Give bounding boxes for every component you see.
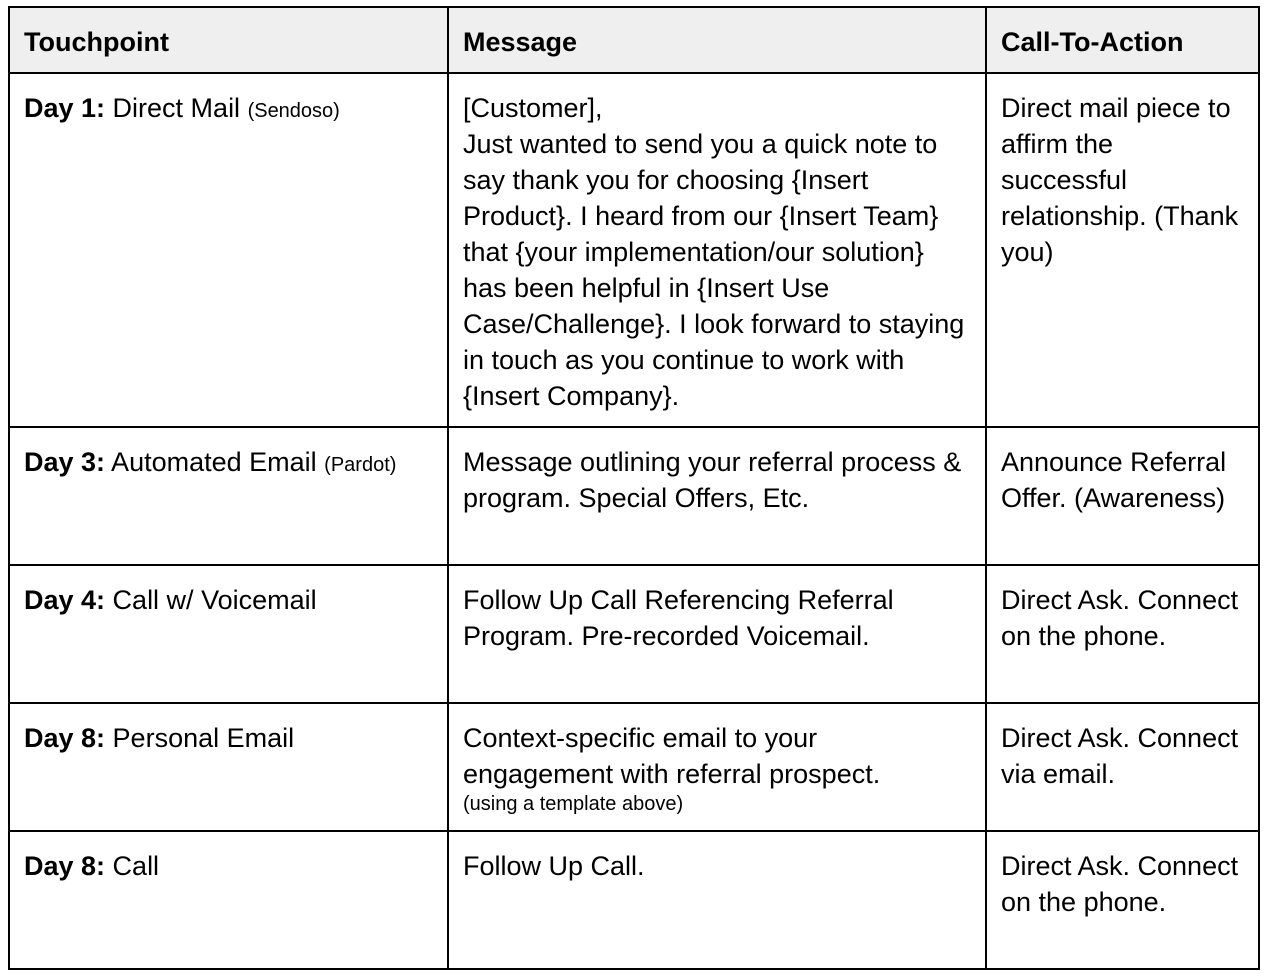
cta-cell (986, 427, 1259, 565)
touchpoint-cell (9, 565, 448, 703)
cta-cell (986, 703, 1259, 831)
touchpoint-table (8, 6, 1260, 970)
header-row (9, 7, 1259, 73)
message-note: (using a template above) (463, 793, 684, 815)
header-cta: Call-To-Action (986, 7, 1259, 73)
day-label: Day 3: (24, 447, 106, 477)
message-cell (448, 703, 986, 831)
message-text: Follow Up Call Referencing Referral Program. Pre-recorded Voicemail. (463, 585, 894, 651)
day-label: Day 8: (24, 723, 106, 753)
table-row (9, 73, 1259, 427)
touchpoint-cell (9, 427, 448, 565)
touchpoint-cell (9, 703, 448, 831)
channel-label: Personal Email (105, 723, 295, 753)
message-greeting: [Customer], (463, 93, 603, 123)
cta-cell (986, 565, 1259, 703)
cta-text: Direct Ask. Connect via email. (1001, 723, 1239, 789)
header-touchpoint: Touchpoint (9, 7, 448, 73)
channel-label: Automated Email (105, 447, 325, 477)
table-row (9, 703, 1259, 831)
cta-text: Announce Referral Offer. (Awareness) (1001, 447, 1227, 513)
message-text: Message outlining your referral process & program. Special Offers, Etc. (463, 447, 962, 513)
day-label: Day 4: (24, 585, 106, 615)
message-text: Just wanted to send you a quick note to say thank you for choosing {Insert Product}. I heard from our {Insert Team} that {your implementation/our solution} has been helpful in {Insert Use Case/Challenge}. I look forward to staying in touch as you continue to work with {Insert Company}. (463, 129, 965, 411)
tool-label: (Sendoso) (247, 100, 340, 122)
header-message: Message (448, 7, 986, 73)
message-cell (448, 565, 986, 703)
day-label: Day 8: (24, 851, 106, 881)
touchpoint-cell (9, 73, 448, 427)
message-text: Context-specific email to your engagement with referral prospect. (463, 723, 881, 789)
message-text: Follow Up Call. (463, 851, 645, 881)
channel-label: Call w/ Voicemail (105, 585, 317, 615)
channel-label: Direct Mail (105, 93, 248, 123)
day-label: Day 1: (24, 93, 106, 123)
cta-cell (986, 73, 1259, 427)
channel-label: Call (105, 851, 160, 881)
touchpoint-cell (9, 831, 448, 969)
message-cell (448, 831, 986, 969)
message-cell (448, 73, 986, 427)
cta-text: Direct mail piece to affirm the successful relationship. (Thank you) (1001, 93, 1239, 267)
message-cell (448, 427, 986, 565)
table-row (9, 427, 1259, 565)
cta-cell (986, 831, 1259, 969)
cta-text: Direct Ask. Connect on the phone. (1001, 851, 1239, 917)
tool-label: (Pardot) (324, 454, 397, 476)
table-row (9, 565, 1259, 703)
table-row (9, 831, 1259, 969)
cta-text: Direct Ask. Connect on the phone. (1001, 585, 1239, 651)
